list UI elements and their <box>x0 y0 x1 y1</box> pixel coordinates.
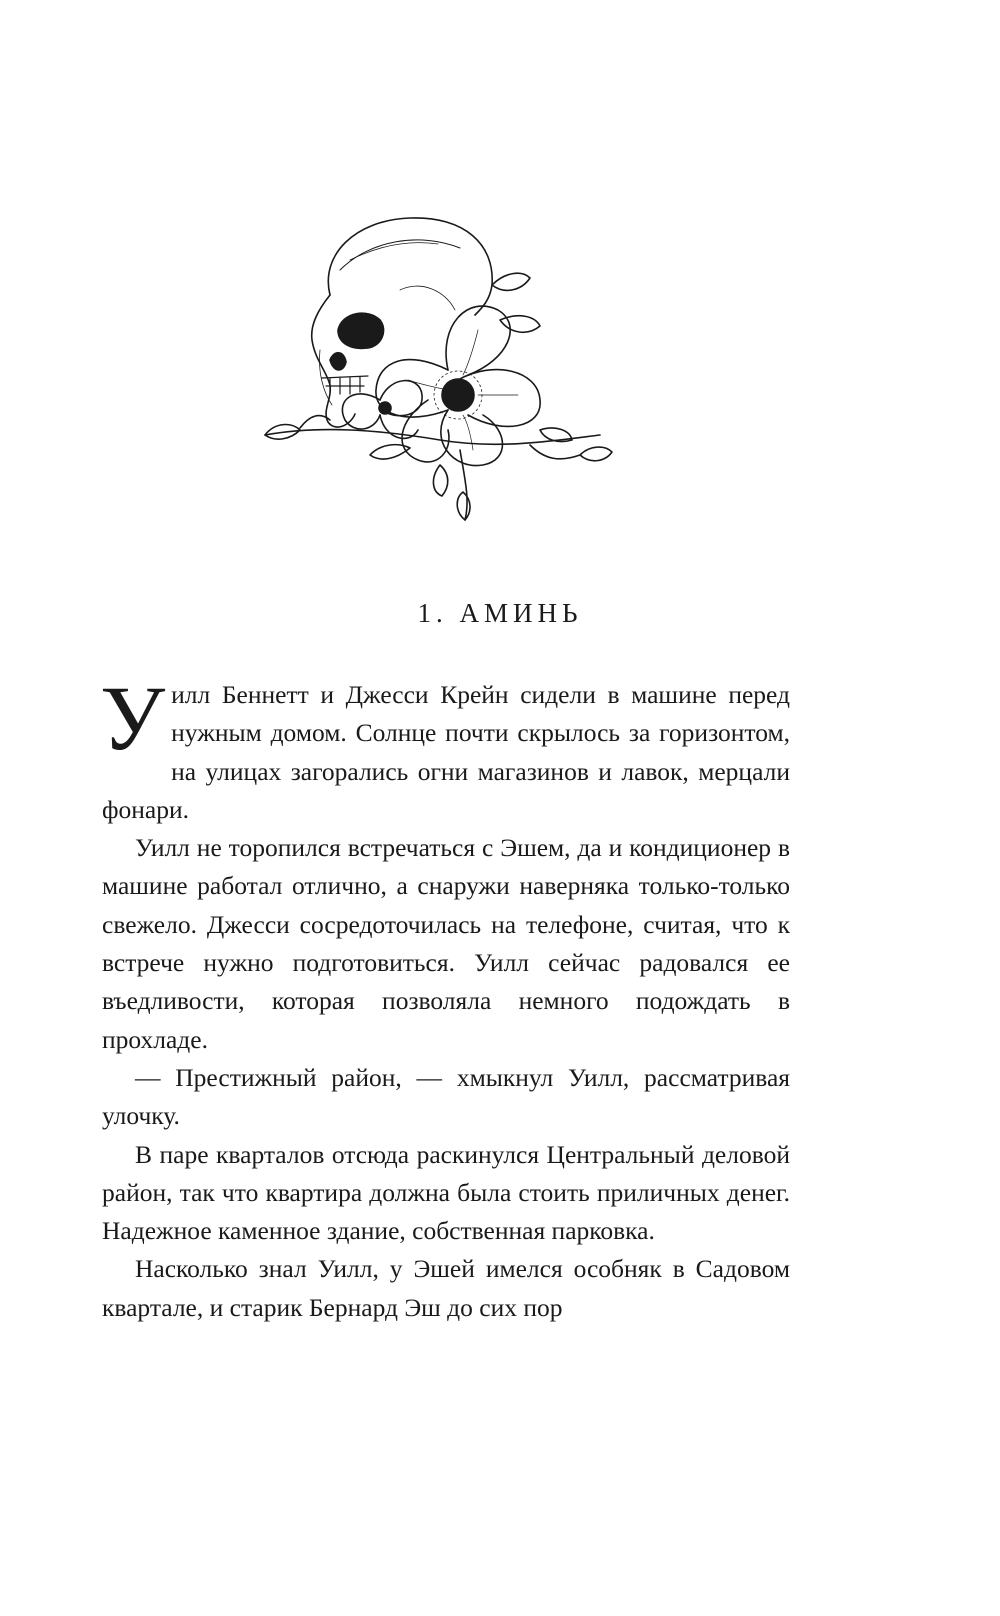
drop-cap: У <box>100 667 166 769</box>
paragraph: — Престижный район, — хмыкнул Уилл, рассматривая улочку. <box>102 1062 790 1131</box>
chapter-body <box>100 667 790 1327</box>
chapter-title: АМИНЬ <box>459 598 583 628</box>
paragraph-text: илл Беннетт и Джесси Крейн сидели в машине перед нужным домом. Солнце почти скрылось за горизонтом, на улицах загорались огни магазинов и лавок, мерцали фонари. <box>102 680 790 824</box>
paragraph: Насколько знал Уилл, у Эшей имелся особняк в Садовом квартале, и старик Бернард Эш до сих пор <box>102 1254 790 1322</box>
paragraph: В паре кварталов отсюда раскинулся Центральный деловой район, так что квартира должна была стоить приличных денег. Надежное каменное здание, собственная парковка. <box>102 1139 790 1246</box>
paragraph <box>100 667 790 829</box>
chapter-heading <box>0 600 1000 627</box>
skull-with-magnolia-icon <box>260 200 620 530</box>
paragraph: Уилл не торопился встречаться с Эшем, да и кондиционер в машине работал отлично, а снаружи наверняка только-только свежело. Джесси сосредоточилась на телефоне, считая, что к встрече нужно подготовиться. Уилл сейчас радовался ее въедливости, которая позволяла немного подождать в прохладе. <box>102 833 790 1054</box>
chapter-number: 1. <box>417 598 448 628</box>
